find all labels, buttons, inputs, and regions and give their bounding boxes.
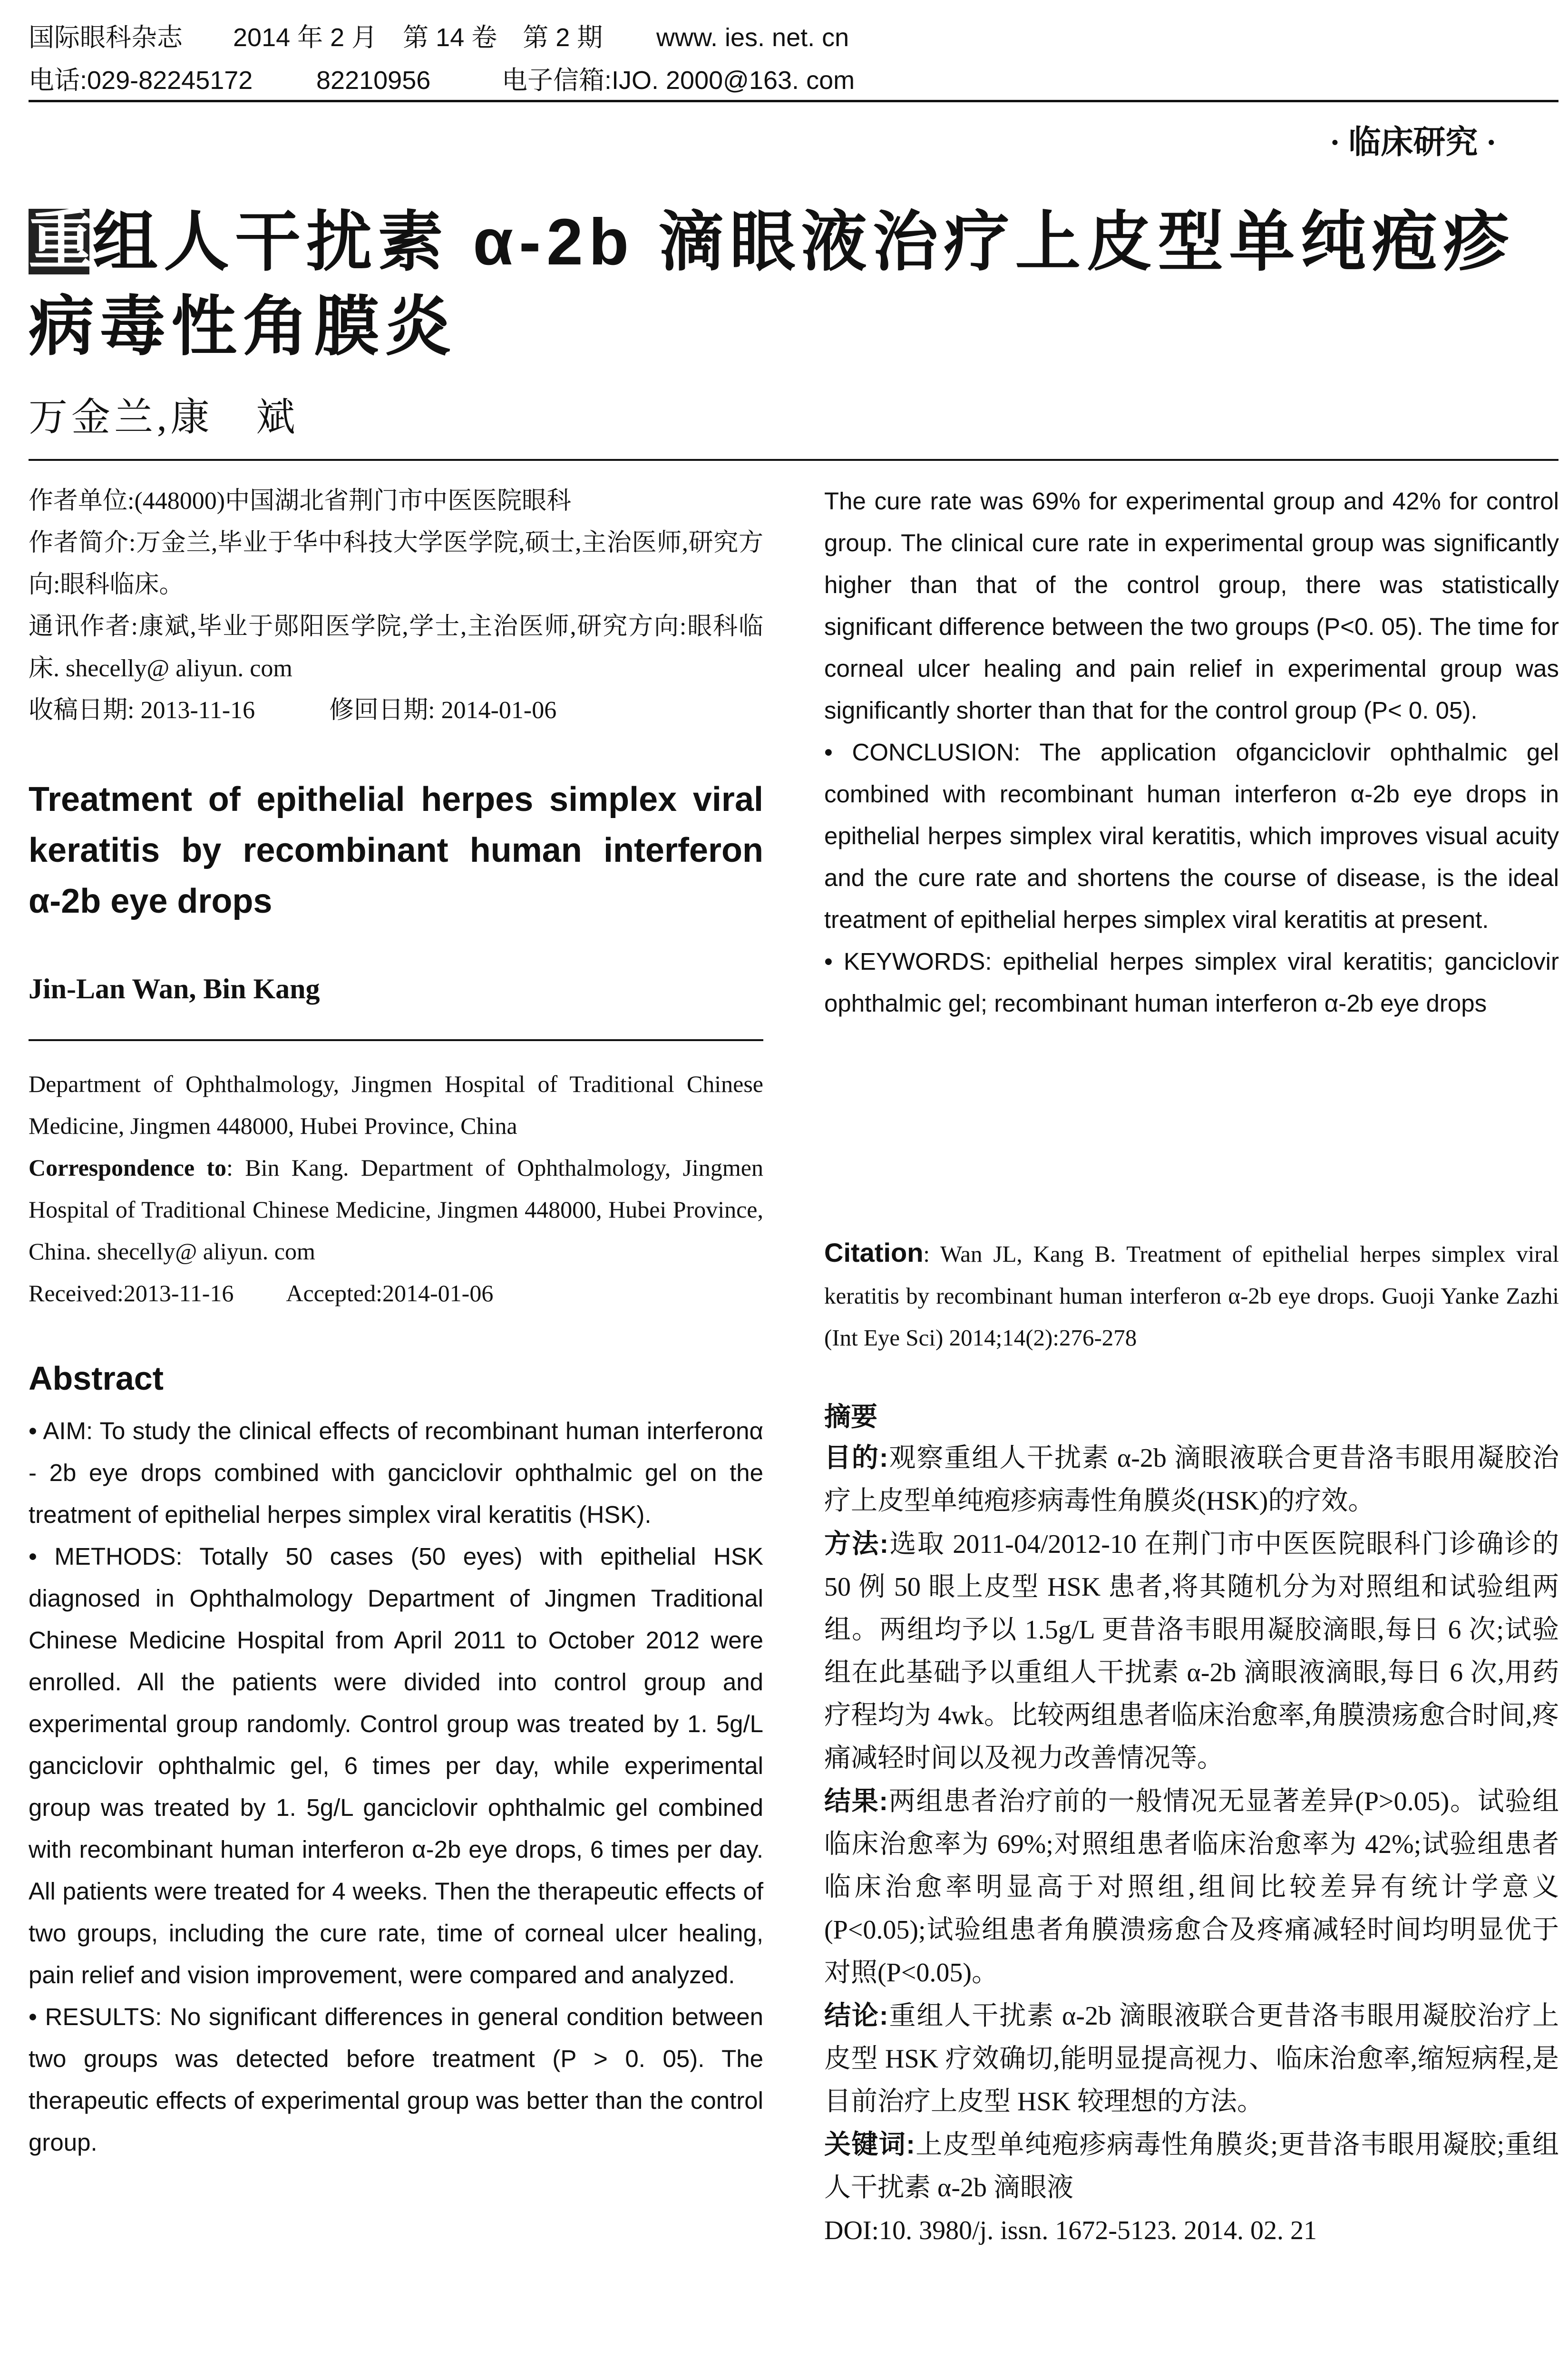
zh-conclusion-text: 重组人干扰素 α-2b 滴眼液联合更昔洛韦眼用凝胶治疗上皮型 HSK 疗效确切,能明显提高视力、临床治愈率,缩短病程,是目前治疗上皮型 HSK 较理想的方法。 [824, 2001, 1559, 2116]
title-en: Treatment of epithelial herpes simplex viral keratitis by recombinant human interferon α-2b eye drops [29, 780, 763, 920]
zh-results-label: 结果: [824, 1786, 888, 1816]
zh-methods [824, 1522, 1559, 1780]
zh-conclusion [824, 1994, 1559, 2123]
abstract-results-cont: The cure rate was 69% for experimental group and 42% for control group. The clinical cure rate in experimental group was significantly higher than that of the control group, there was statistically significant difference between the two groups (P<0. 05). The time for corneal ulcer healing and pain relief in experimental group was significantly shorter than that for the control group (P< 0. 05). [824, 487, 1559, 724]
corresponding-author-zh: 通讯作者:康斌,毕业于郧阳医学院,学士,主治医师,研究方向:眼科临床. shecelly@ aliyun. com [29, 613, 763, 682]
accepted: Accepted:2014-01-06 [286, 1280, 494, 1306]
title-zh [29, 200, 1550, 369]
zh-conclusion-label: 结论: [824, 2000, 888, 2030]
section-tag: · 临床研究 · [1329, 124, 1497, 160]
zh-results [824, 1780, 1559, 1994]
correspondence-text: : Bin Kang. Department of Ophthalmology, Jingmen Hospital of Traditional Chinese Medicine, Jingmen 448000, Hubei Province, China. shecelly@ aliyun. com [29, 1154, 763, 1265]
authors-zh: 万金兰,康 斌 [29, 396, 299, 439]
issue-info: 2014 年 2 月 第 14 卷 第 2 期 [233, 23, 603, 52]
received: Received:2013-11-16 [29, 1280, 234, 1306]
abstract-heading: Abstract [29, 1360, 164, 1397]
zh-abstract-heading: 摘要 [824, 1402, 877, 1432]
abstract-en-right [824, 480, 1559, 1024]
author-affiliation-zh: 作者单位:(448000)中国湖北省荆门市中医医院眼科 [29, 487, 572, 515]
title-dropcap: 重 [29, 204, 100, 277]
author-info-zh [29, 480, 763, 731]
abstract-en-left [29, 1410, 763, 2164]
authors-en: Jin-Lan Wan, Bin Kang [29, 973, 320, 1004]
zh-keywords-text: 上皮型单纯疱疹病毒性角膜炎;更昔洛韦眼用凝胶;重组人干扰素 α-2b 滴眼液 [824, 2130, 1559, 2203]
title-zh-text: 组人干扰素 α-2b 滴眼液治疗上皮型单纯疱疹病毒性角膜炎 [29, 205, 1515, 363]
citation [824, 1232, 1559, 1359]
zh-abstract [824, 1436, 1559, 2252]
title-rule [29, 459, 1558, 461]
correspondence [29, 1147, 763, 1272]
zh-aim [824, 1436, 1559, 1522]
received-accepted [29, 1272, 763, 1314]
website: www. ies. net. cn [656, 23, 849, 52]
journal-name: 国际眼科杂志 [29, 23, 183, 52]
zh-keywords [824, 2123, 1559, 2209]
zh-aim-text: 观察重组人干扰素 α-2b 滴眼液联合更昔洛韦眼用凝胶治疗上皮型单纯疱疹病毒性角膜炎(HSK)的疗效。 [824, 1443, 1559, 1516]
phone-secondary: 82210956 [316, 66, 431, 95]
citation-text: : Wan JL, Kang B. Treatment of epithelial herpes simplex viral keratitis by recombinant human interferon α-2b eye drops. Guoji Yanke Zazhi (Int Eye Sci) 2014;14(2):276-278 [824, 1241, 1559, 1351]
correspondence-label: Correspondence to [29, 1154, 227, 1181]
citation-label: Citation [824, 1238, 924, 1267]
abstract-results: • RESULTS: No significant differences in general condition between two groups was detected before treatment (P > 0. 05). The therapeutic effects of experimental group was better than the control group. [29, 2003, 763, 2156]
zh-methods-text: 选取 2011-04/2012-10 在荆门市中医医院眼科门诊确诊的 50 例 50 眼上皮型 HSK 患者,将其随机分为对照组和试验组两组。两组均予以 1.5g/L 更昔洛韦眼用凝胶滴眼,每日 6 次;试验组在此基础予以重组人干扰素 α-2b 滴眼液滴眼,每日 6 次,用药疗程均为 4wk。比较两组患者临床治愈率,角膜溃疡愈合时间,疼痛减轻时间以及视力改善情况等。 [824, 1530, 1559, 1773]
affiliation-en [29, 1063, 763, 1314]
abstract-aim: • AIM: To study the clinical effects of recombinant human interferonα - 2b eye drops combined with ganciclovir ophthalmic gel on the treatment of epithelial herpes simplex viral keratitis (HSK). [29, 1417, 763, 1528]
zh-results-text: 两组患者治疗前的一般情况无显著差异(P>0.05)。试验组临床治愈率为 69%;对照组患者临床治愈率为 42%;试验组患者临床治愈率明显高于对照组,组间比较差异有统计学意义(P<0.05);试验组患者角膜溃疡愈合及疼痛减轻时间均明显优于对照(P<0.05)。 [824, 1787, 1559, 1988]
email: 电子信箱:IJO. 2000@163. com [502, 66, 855, 95]
abstract-conclusion: • CONCLUSION: The application ofganciclovir ophthalmic gel combined with recombinant human interferon α-2b eye drops in epithelial herpes simplex viral keratitis, which improves visual acuity and the cure rate and shortens the course of disease, is the ideal treatment of epithelial herpes simplex viral keratitis at present. [824, 739, 1559, 933]
authors-rule [29, 1039, 763, 1041]
author-bio-zh: 作者简介:万金兰,毕业于华中科技大学医学院,硕士,主治医师,研究方向:眼科临床。 [29, 529, 763, 598]
phone: 电话:029-82245172 [29, 66, 253, 95]
abstract-methods: • METHODS: Totally 50 cases (50 eyes) with epithelial HSK diagnosed in Ophthalmology Department of Jingmen Traditional Chinese Medicine Hospital from April 2011 to October 2012 were enrolled. All the patients were divided into control group and experimental group randomly. Control group was treated by 1. 5g/L ganciclovir ophthalmic gel, 6 times per day, while experimental group was treated by 1. 5g/L ganciclovir ophthalmic gel combined with recombinant human interferon α-2b eye drops, 6 times per day. All patients were treated for 4 weeks. Then the therapeutic effects of two groups, including the cure rate, time of corneal ulcer healing, pain relief and vision improvement, were compared and analyzed. [29, 1543, 763, 1988]
department: Department of Ophthalmology, Jingmen Hospital of Traditional Chinese Medicine, Jingmen 448000, Hubei Province, China [29, 1071, 763, 1139]
dates-zh: 收稿日期: 2013-11-16 修回日期: 2014-01-06 [29, 697, 557, 724]
abstract-keywords: • KEYWORDS: epithelial herpes simplex viral keratitis; ganciclovir ophthalmic gel; recombinant human interferon α-2b eye drops [824, 948, 1559, 1017]
zh-keywords-label: 关键词: [824, 2129, 915, 2159]
zh-aim-label: 目的: [824, 1442, 888, 1472]
header-rule [29, 100, 1558, 102]
zh-methods-label: 方法: [824, 1529, 889, 1559]
doi: DOI:10. 3980/j. issn. 1672-5123. 2014. 02. 21 [824, 2216, 1317, 2245]
